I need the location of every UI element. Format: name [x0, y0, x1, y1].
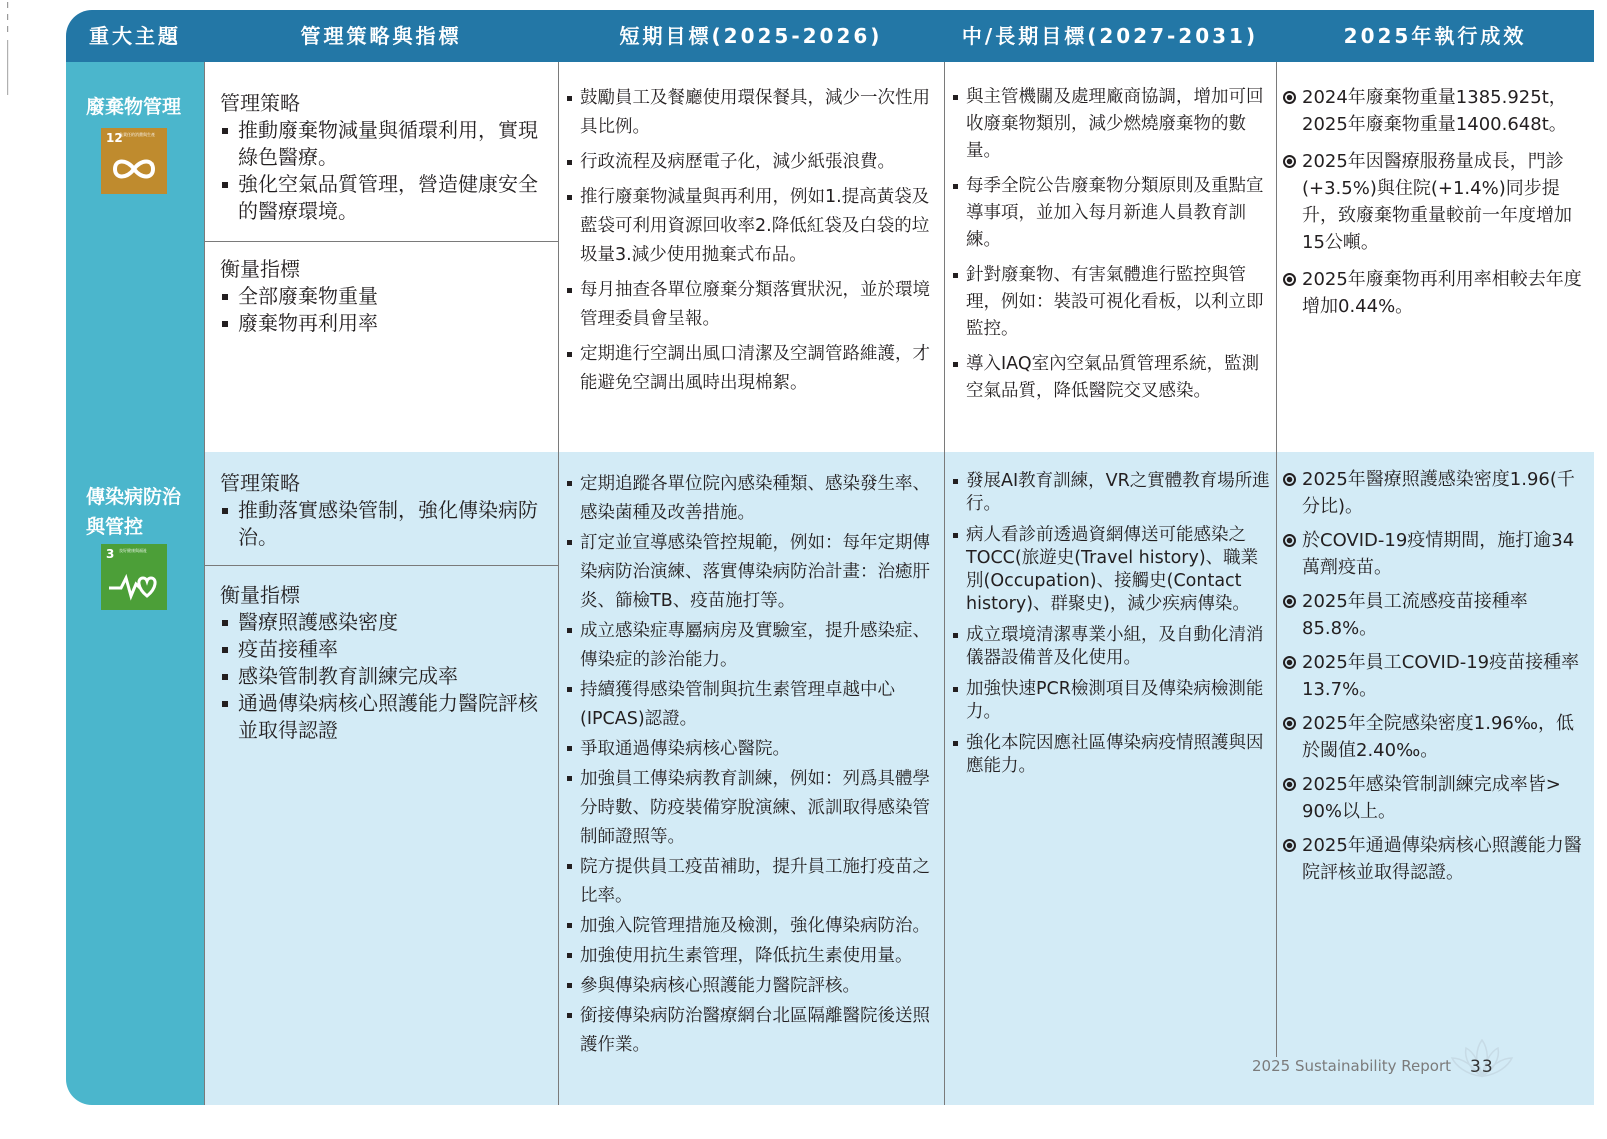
header-strategy: 管理策略與指標 [300, 24, 462, 48]
list-item: 醫療照護感染密度 [220, 609, 550, 636]
strategy-list [220, 117, 550, 225]
divider [558, 452, 559, 1105]
sdg-number: 3 [106, 547, 115, 561]
divider [558, 62, 559, 452]
list-item: 參與傳染病核心照護能力醫院評核。 [566, 972, 940, 1001]
list-item: 導入IAQ室內空氣品質管理系統，監測空氣品質，降低醫院交叉感染。 [952, 351, 1272, 405]
list-item: 2025年廢棄物再利用率相較去年度增加0.44%。 [1282, 266, 1586, 320]
divider [204, 241, 558, 242]
list-item: 推動廢棄物減量與循環利用，實現綠色醫療。 [220, 117, 550, 171]
list-item: 2025年全院感染密度1.96‰，低於閾值2.40‰。 [1282, 710, 1586, 764]
list-item: 加強快速PCR檢測項目及傳染病檢測能力。 [952, 678, 1272, 724]
short-term-goals [566, 470, 940, 1060]
list-item: 針對廢棄物、有害氣體進行監控與管理，例如：裝設可視化看板，以利立即監控。 [952, 262, 1272, 343]
list-item: 通過傳染病核心照護能力醫院評核並取得認證 [220, 690, 550, 744]
infinity-icon [109, 154, 159, 184]
indicator-title: 衡量指標 [220, 257, 300, 281]
list-item: 病人看診前透過資網傳送可能感染之TOCC(旅遊史(Travel history)、職業別(Occupation)、接觸史(Contact history)、群聚史)，減少疾病傳染。 [952, 524, 1272, 616]
list-item: 與主管機關及處理廠商協調，增加可回收廢棄物類別，減少燃燒廢棄物的數量。 [952, 84, 1272, 165]
list-item: 2024年廢棄物重量1385.925t，2025年廢棄物重量1400.648t。 [1282, 84, 1586, 138]
list-item: 強化空氣品質管理，營造健康安全的醫療環境。 [220, 171, 550, 225]
side-margin-mark [4, 0, 14, 100]
topic-name: 廢棄物管理 [86, 96, 182, 118]
results-list [1282, 466, 1586, 886]
table-header [66, 10, 1594, 62]
indicator-block [220, 256, 550, 337]
list-item: 爭取通過傳染病核心醫院。 [566, 735, 940, 764]
header-long-term: 中/長期目標(2027-2031) [961, 24, 1259, 48]
strategy-block [220, 470, 550, 551]
results-block [1282, 466, 1586, 896]
indicator-title: 衡量指標 [220, 583, 300, 607]
list-item: 發展AI教育訓練，VR之實體教育場所進行。 [952, 470, 1272, 516]
list-item: 訂定並宣導感染管控規範，例如：每年定期傳染病防治演練、落實傳染病防治計畫：治癒肝炎、篩檢TB、疫苗施打等。 [566, 529, 940, 616]
topic-name: 傳染病防治與管控 [86, 486, 182, 538]
list-item: 疫苗接種率 [220, 636, 550, 663]
divider [1276, 452, 1277, 1057]
list-item: 2025年感染管制訓練完成率皆> 90%以上。 [1282, 771, 1586, 825]
list-item: 2025年醫療照護感染密度1.96(千分比)。 [1282, 466, 1586, 520]
short-term-list [566, 84, 940, 398]
list-item: 2025年通過傳染病核心照護能力醫院評核並取得認證。 [1282, 832, 1586, 886]
list-item: 於COVID-19疫情期間，施打逾34萬劑疫苗。 [1282, 527, 1586, 581]
list-item: 鼓勵員工及餐廳使用環保餐具，減少一次性用具比例。 [566, 84, 940, 142]
page-number: 33 [1470, 1057, 1494, 1077]
strategy-list [220, 497, 550, 551]
list-item: 行政流程及病歷電子化，減少紙張浪費。 [566, 148, 940, 177]
list-item: 加強員工傳染病教育訓練，例如：列爲具體學分時數、防疫裝備穿脫演練、派訓取得感染管制師證照等。 [566, 765, 940, 852]
list-item: 推動落實感染管制，強化傳染病防治。 [220, 497, 550, 551]
sdg3-badge [101, 544, 167, 610]
sdg-number: 12 [106, 131, 123, 145]
list-item: 院方提供員工疫苗補助，提升員工施打疫苗之比率。 [566, 853, 940, 911]
sdg-label: 負責任的消費與生產 [119, 132, 155, 137]
list-item: 2025年因醫療服務量成長，門診(+3.5%)與住院(+1.4%)同步提升，致廢棄物重量較前一年度增加15公噸。 [1282, 148, 1586, 256]
list-item: 加強入院管理措施及檢測，強化傳染病防治。 [566, 912, 940, 941]
header-result: 2025年執行成效 [1343, 24, 1527, 48]
footer-report-title: 2025 Sustainability Report [1252, 1057, 1451, 1075]
list-item: 2025年員工COVID-19疫苗接種率13.7%。 [1282, 649, 1586, 703]
divider [204, 452, 205, 1105]
long-term-goals [952, 470, 1272, 786]
strategy-title: 管理策略 [220, 91, 300, 115]
divider [944, 452, 945, 1105]
list-item: 銜接傳染病防治醫療網台北區隔離醫院後送照護作業。 [566, 1002, 940, 1060]
table-row-waste [66, 62, 1594, 452]
short-term-goals [566, 84, 940, 404]
topic-cell [66, 62, 204, 452]
list-item: 每月抽查各單位廢棄分類落實狀況，並於環境管理委員會呈報。 [566, 276, 940, 334]
list-item: 2025年員工流感疫苗接種率85.8%。 [1282, 588, 1586, 642]
sdg-label: 良好健康與福祉 [119, 548, 147, 553]
list-item: 推行廢棄物減量與再利用，例如1.提高黃袋及藍袋可利用資源回收率2.降低紅袋及白袋的垃圾量3.減少使用拋棄式布品。 [566, 183, 940, 270]
divider [1276, 62, 1277, 452]
strategy-title: 管理策略 [220, 471, 300, 495]
list-item: 持續獲得感染管制與抗生素管理卓越中心(IPCAS)認證。 [566, 676, 940, 734]
long-term-list [952, 84, 1272, 405]
list-item: 每季全院公告廢棄物分類原則及重點宣導事項，並加入每月新進人員教育訓練。 [952, 173, 1272, 254]
indicator-list [220, 283, 550, 337]
sdg12-badge [101, 128, 167, 194]
table-row-infection [66, 452, 1594, 1105]
strategy-block [220, 90, 550, 225]
header-short-term: 短期目標(2025-2026) [619, 24, 883, 48]
heartbeat-icon [107, 566, 161, 602]
list-item: 定期進行空調出風口清潔及空調管路維護，才能避免空調出風時出現棉絮。 [566, 340, 940, 398]
topic-cell [66, 452, 204, 1105]
indicator-list [220, 609, 550, 744]
long-term-list [952, 470, 1272, 778]
results-block [1282, 84, 1586, 330]
list-item: 全部廢棄物重量 [220, 283, 550, 310]
sustainability-table [66, 10, 1594, 1105]
list-item: 成立環境清潔專業小組，及自動化清消儀器設備普及化使用。 [952, 624, 1272, 670]
list-item: 廢棄物再利用率 [220, 310, 550, 337]
list-item: 加強使用抗生素管理，降低抗生素使用量。 [566, 942, 940, 971]
list-item: 成立感染症專屬病房及實驗室，提升感染症、傳染症的診治能力。 [566, 617, 940, 675]
long-term-goals [952, 84, 1272, 405]
list-item: 定期追蹤各單位院內感染種類、感染發生率、感染菌種及改善措施。 [566, 470, 940, 528]
indicator-block [220, 582, 550, 744]
list-item: 感染管制教育訓練完成率 [220, 663, 550, 690]
results-list [1282, 84, 1586, 320]
divider [944, 62, 945, 452]
divider [204, 62, 205, 452]
header-topic: 重大主題 [89, 24, 181, 48]
list-item: 強化本院因應社區傳染病疫情照護與因應能力。 [952, 732, 1272, 778]
divider [204, 565, 558, 566]
short-term-list [566, 470, 940, 1060]
